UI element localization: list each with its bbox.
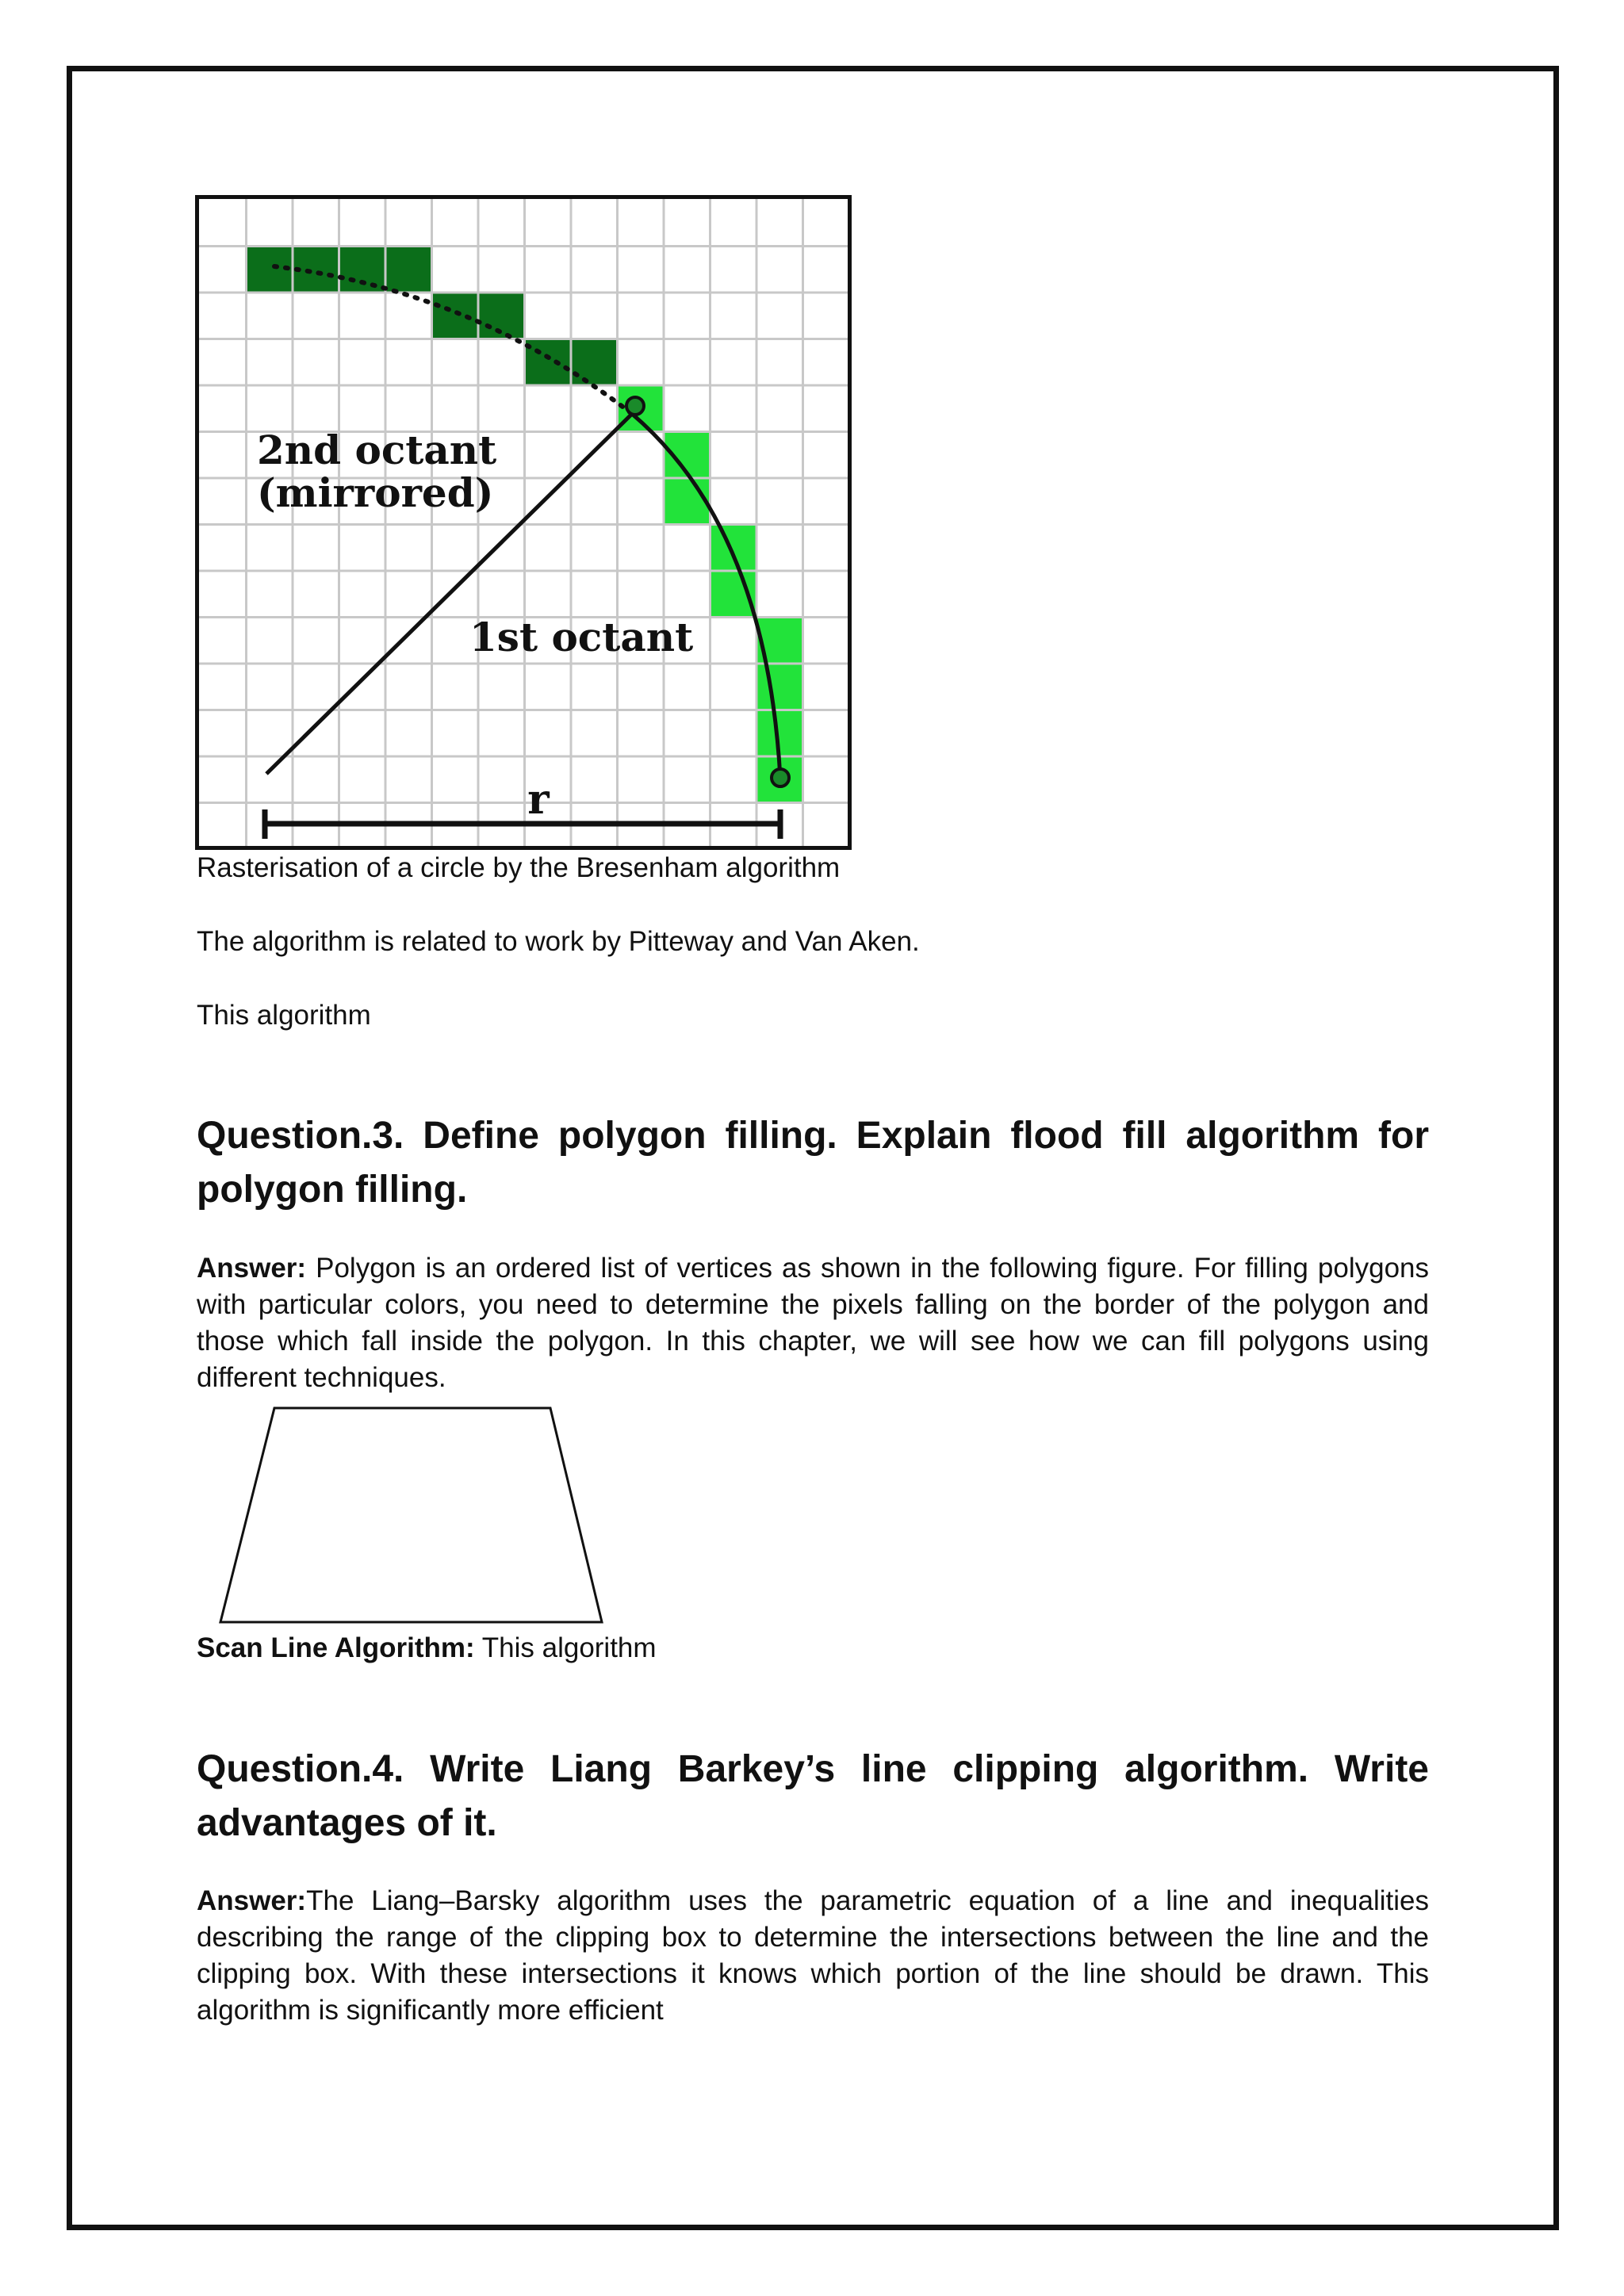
figure1-caption: Rasterisation of a circle by the Bresenham algorithm [197, 852, 841, 883]
paragraph-pitteway: The algorithm is related to work by Pitteway and Van Aken. [197, 926, 920, 957]
answer-label: Answer: [197, 1253, 307, 1284]
label-2nd-octant-line1: 2nd octant [257, 427, 497, 473]
answer-text: The Liang–Barsky algorithm uses the parametric equation of a line and inequalities describing the range of the clipping box to determine the intersections between the line and the clipping box. With these intersections it knows which portion of the line should be drawn. This algorithm is significantly more efficient [197, 1885, 1429, 2026]
light-green-pixel [665, 480, 710, 524]
answer-label: Answer: [197, 1885, 307, 1916]
arc-start-dot [626, 397, 644, 415]
light-green-pixel [711, 526, 756, 570]
polygon-trapezoid-figure [214, 1402, 611, 1632]
dark-green-pixel [573, 340, 617, 385]
question4-answer [197, 1883, 1429, 2029]
paragraph-this-algorithm: This algorithm [197, 1000, 371, 1031]
scan-line-label: Scan Line Algorithm: [197, 1632, 475, 1663]
label-r: r [527, 775, 550, 824]
scan-line-text: This algorithm [474, 1632, 657, 1663]
answer-text: Polygon is an ordered list of vertices as shown in the following figure. For filling polygons with particular colors, you need to determine the pixels falling on the border of the polygon and those which fall inside the polygon. In this chapter, we will see how we can fill polygons using different techniques. [197, 1253, 1429, 1393]
label-2nd-octant-line2: (mirrored) [257, 469, 494, 516]
light-green-pixel [758, 665, 802, 710]
question4-heading: Question.4. Write Liang Barkey’s line clipping algorithm. Write advantages of it. [197, 1748, 1429, 1844]
label-1st-octant: 1st octant [469, 614, 694, 660]
arc-end-dot [772, 769, 789, 786]
question3-heading: Question.3. Define polygon filling. Explain flood fill algorithm for polygon filling. [197, 1115, 1429, 1211]
bresenham-circle-figure [195, 195, 852, 850]
question3-answer [197, 1250, 1429, 1396]
dark-green-pixel [340, 247, 385, 292]
dark-green-pixel [526, 340, 570, 385]
scan-line-paragraph [197, 1631, 657, 1666]
trapezoid [220, 1408, 602, 1622]
dark-green-pixel [387, 247, 431, 292]
